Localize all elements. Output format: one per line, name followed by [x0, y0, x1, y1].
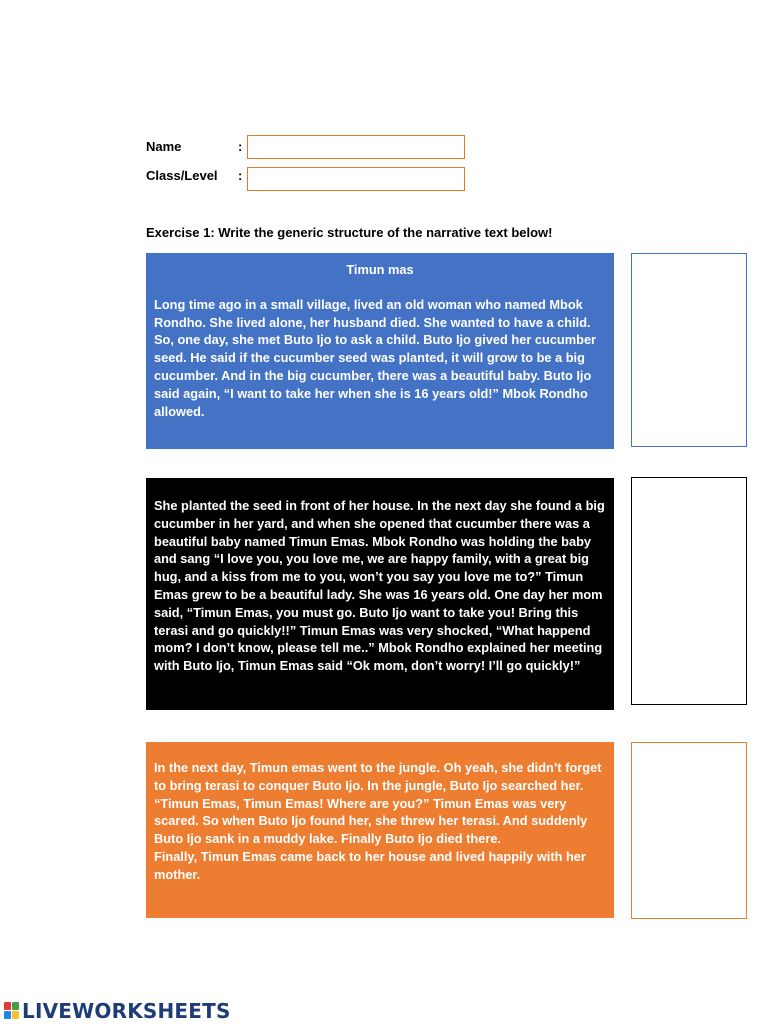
exercise-title: Exercise 1: Write the generic structure of the narrative text below! [146, 225, 553, 240]
name-label: Name [146, 139, 182, 154]
answer-box-1[interactable] [631, 253, 747, 447]
name-input[interactable] [247, 135, 465, 159]
story-panel-resolution [146, 742, 614, 918]
story-paragraph-2: She planted the seed in front of her house. In the next day she found a big cucumber in her yard, and when she opened that cucumber there was a beautiful baby named Timun Emas. Mbok Rondho was holding the baby and sang “I love you, you love me, we are happy family, with a great big hug, and a kiss from me to you, won’t you say you love me to?” Timun Emas grew to be a beautiful lady. She was 16 years old. One day her mom said, “Timun Emas, you must go. Buto Ijo want to take you! Bring this terasi and go quickly!!” Timun Emas was very shocked, “What happend mom? I don’t know, please tell me..” Mbok Rondho explained her meeting with Buto Ijo, Timun Emas said “Ok mom, don’t worry! I’ll go quickly!” [154, 498, 605, 674]
answer-box-3[interactable] [631, 742, 747, 919]
class-level-input[interactable] [247, 167, 465, 191]
liveworksheets-logo-icon [4, 1002, 20, 1020]
name-colon: : [238, 139, 243, 154]
answer-box-2[interactable] [631, 477, 747, 705]
story-paragraph-1: Long time ago in a small village, lived an old woman who named Mbok Rondho. She lived alone, her husband died. She wanted to have a child. So, one day, she met Buto Ijo to ask a child. Buto Ijo gived her cucumber seed. He said if the cucumber seed was planted, it will grow to be a big cucumber. And in the big cucumber, there was a beautiful baby. Buto Ijo said again, “I want to take her when she is 16 years old!” Mbok Rondho allowed. [154, 296, 597, 419]
story-panel-orientation [146, 253, 614, 449]
story-title: Timun mas [346, 262, 414, 277]
liveworksheets-logo [4, 998, 231, 1024]
story-paragraph-3a: In the next day, Timun emas went to the jungle. Oh yeah, she didn’t forget to bring terasi to conquer Buto Ijo. In the jungle, Buto Ijo searched her. “Timun Emas, Timun Emas! Where are you?” Timun Emas was very scared. So when Buto Ijo found her, she threw her terasi. And suddenly Buto Ijo sank in a muddy lake. Finally Buto Ijo died there. [154, 760, 602, 847]
liveworksheets-logo-text: LIVEWORKSHEETS [22, 999, 231, 1023]
story-paragraph-3b: Finally, Timun Emas came back to her house and lived happily with her mother. [154, 848, 586, 882]
class-level-label: Class/Level [146, 168, 218, 183]
class-level-colon: : [238, 168, 243, 183]
story-panel-complication [146, 478, 614, 710]
